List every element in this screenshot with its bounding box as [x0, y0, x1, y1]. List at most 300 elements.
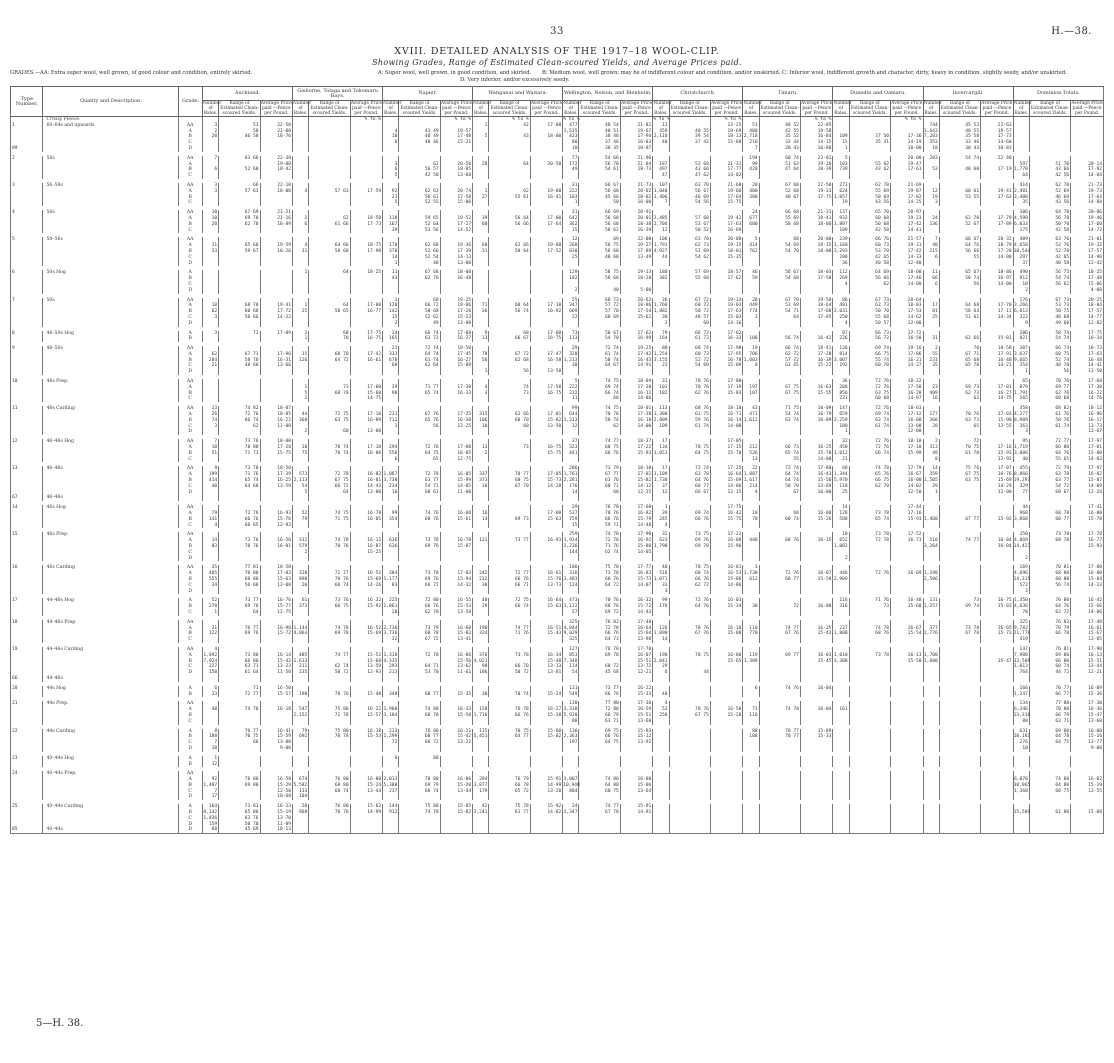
yield-range-cell: 66 79 [579, 713, 620, 719]
bales-cell: 6 [923, 255, 939, 261]
bales-cell: 10 [202, 445, 218, 451]
yield-range-cell: 74 75 [579, 379, 620, 385]
bales-cell: 54 [563, 670, 579, 676]
bales-cell: 636 [383, 544, 399, 550]
yield-range-cell: 73 78 [939, 626, 980, 632]
bales-cell: 4 [833, 321, 849, 327]
bales-cell: 12 [923, 189, 939, 195]
yield-range-cell: 56 66 [939, 249, 980, 255]
yield-range-cell: 52 74 [1029, 358, 1070, 364]
bales-cell: 80 [743, 729, 759, 735]
header-average-price: Average Price paid —Pence per Pound. [260, 101, 292, 116]
price-cell: 13·77 [1071, 740, 1104, 746]
yield-range-cell: 71 78 [309, 713, 350, 719]
yield-range-cell: 66 67 [579, 183, 620, 189]
bales-cell [383, 827, 399, 833]
yield-range-cell: 70 76 [669, 626, 710, 632]
yield-range-cell: 69 78 [669, 544, 710, 550]
bales-cell: 222 [563, 391, 579, 397]
price-cell: 15·92 [981, 517, 1014, 523]
bales-cell: 52 [653, 707, 669, 713]
yield-range-cell [399, 827, 440, 833]
bales-cell: 322 [1013, 315, 1029, 321]
price-cell: 19·57 [981, 129, 1014, 135]
bales-cell: 20 [202, 222, 218, 228]
bales-cell: 10 [473, 424, 489, 430]
price-cell: 17·61 [891, 167, 924, 173]
bales-cell: 1,051 [653, 450, 668, 456]
yield-range-cell: 56 75 [579, 243, 620, 249]
bales-cell: 190 [293, 692, 309, 698]
price-cell: 5·00 [620, 288, 653, 294]
bales-cell: 7 [743, 146, 759, 152]
bales-cell: 6 [202, 686, 218, 692]
grade-cell: D [179, 746, 203, 752]
bales-cell: 3,338 [563, 707, 578, 713]
price-cell: 17·92 [1071, 167, 1104, 173]
yield-range-cell: 30 35 [579, 146, 620, 152]
price-cell: 17·77 [710, 167, 742, 173]
price-cell: 16·78 [710, 358, 742, 364]
yield-range-cell: 62 [579, 424, 620, 430]
bales-cell: 4,063 [293, 631, 308, 637]
yield-range-cell: 71 75 [759, 406, 800, 412]
yield-range-cell: 56 [1029, 369, 1070, 375]
price-cell: 15·83 [710, 391, 742, 397]
price-cell: 17·10 [350, 445, 382, 451]
yield-range-cell: 73 76 [219, 439, 260, 445]
yield-range-cell: 70 77 [759, 734, 800, 740]
price-cell: 18·12 [1071, 406, 1104, 412]
price-cell: 16·33 [440, 391, 472, 397]
bales-cell: 2 [473, 451, 489, 457]
yield-range-cell: 54 71 [399, 484, 440, 490]
price-cell: 20·01 [620, 216, 653, 222]
yield-range-cell: 66 80 [219, 659, 260, 665]
type-number-cell: 20 [11, 686, 43, 692]
price-cell: 17·58 [891, 385, 924, 391]
price-cell: 14·05 [620, 550, 653, 556]
bales-cell: 3,293 [833, 248, 848, 254]
bales-cell: 30 [473, 583, 489, 589]
yield-range-cell: 72 76 [849, 385, 890, 391]
bales-cell: 631 [1013, 729, 1029, 735]
yield-range-cell: 63 74 [849, 418, 890, 424]
yield-range-cell: 40 49 [399, 134, 440, 140]
price-cell: 13·66 [260, 363, 293, 369]
yield-range-cell: 42 65 [1029, 255, 1070, 261]
price-cell: 17·54 [620, 309, 653, 315]
price-cell: 15·73 [620, 577, 653, 583]
price-cell: 18·00 [260, 189, 293, 195]
bales-cell: 1,109 [653, 472, 668, 478]
bales-cell: 17 [653, 439, 669, 445]
bales-cell: 37 [653, 484, 669, 490]
price-cell: 16·85 [440, 472, 472, 478]
price-cell: 14·00 [620, 424, 653, 430]
price-cell: 15·60 [350, 391, 382, 397]
yield-range-cell: 44 [669, 670, 710, 676]
price-cell: 17·63 [981, 195, 1014, 201]
price-cell: 17·36 [891, 134, 924, 140]
yield-range-cell: 60 [579, 490, 620, 496]
price-cell: 13·00 [350, 490, 382, 496]
bales-cell: 29 [563, 505, 579, 511]
yield-range-cell: 63 75 [309, 418, 350, 424]
price-cell: 17·38 [620, 412, 653, 418]
yield-range-cell: 63 78 [1029, 472, 1070, 478]
yield-range-cell: 35 58 [939, 134, 980, 140]
bales-cell: 10,181 [1013, 734, 1031, 740]
yield-range-cell: 66 72 [309, 484, 350, 490]
bales-cell: 128 [833, 511, 849, 517]
bales-cell: 286 [1013, 331, 1029, 337]
yield-range-cell: 63 66 [219, 156, 260, 162]
yield-range-cell: 62 70 [849, 484, 890, 490]
bales-cell: 19,293 [1013, 478, 1031, 484]
yield-range-cell: 60 68 [849, 216, 890, 222]
bales-cell: 110 [743, 626, 759, 632]
price-cell: 16·73 [891, 538, 924, 544]
yield-range-cell: 66 [219, 183, 260, 189]
bales-cell: 2,281 [563, 478, 578, 484]
grade-cell: C [179, 282, 203, 288]
bales-cell: 164 [653, 336, 669, 342]
price-cell: 16·50 [260, 686, 293, 692]
price-cell: 15·16 [1071, 734, 1104, 740]
yield-range-cell: 54 70 [759, 249, 800, 255]
bales-cell: 141 [202, 517, 218, 523]
bales-cell: 1,716 [473, 712, 488, 718]
quality-cell: 50–56s [43, 237, 179, 243]
bales-cell: 2 [923, 346, 939, 352]
bales-cell: 32 [563, 424, 579, 430]
bales-cell: 19 [743, 346, 759, 352]
bales-cell: 211 [293, 664, 309, 670]
bales-cell: 3,104 [383, 712, 398, 718]
yield-range-cell: 71 [219, 331, 260, 337]
yield-range-cell: 62 [939, 396, 980, 402]
bales-cell: 24 [563, 804, 579, 810]
yield-range-cell: 56 66 [489, 222, 530, 228]
yield-range-cell: 48 60 [579, 255, 620, 261]
yield-range-cell: 64 71 [399, 664, 440, 670]
bales-cell: 199 [202, 472, 218, 478]
price-cell: 19·69 [710, 129, 742, 135]
yield-range-cell: 66 74 [1029, 346, 1070, 352]
bales-cell: 1,882 [653, 309, 668, 315]
yield-range-cell: 45 66 [579, 195, 620, 201]
yield-range-cell: 71 76 [219, 472, 260, 478]
bales-cell: 4,277 [1014, 412, 1028, 418]
yield-range-cell: 70 78 [309, 734, 350, 740]
bales-cell: 612 [743, 577, 759, 583]
price-cell: 19·41 [981, 189, 1014, 195]
yield-range-cell: 66 74 [849, 451, 890, 457]
bales-cell: 2,401 [1014, 188, 1028, 194]
price-cell: 17·96 [260, 352, 293, 358]
price-cell: 21·00 [260, 129, 293, 135]
price-cell: 21·63 [981, 123, 1014, 129]
bales-cell: 136 [923, 222, 939, 228]
price-cell: 16·99 [620, 336, 653, 342]
yield-range-cell: 66 79 [1029, 713, 1070, 719]
bales-cell: 3 [202, 331, 218, 337]
price-cell: 17·75 [710, 505, 742, 511]
bales-cell: 222 [563, 189, 579, 195]
bales-cell: 107 [743, 391, 759, 397]
header-yield-range: Range of Estimated Clean-scoured Yields. [490, 101, 529, 116]
price-cell: 21·73 [1071, 183, 1104, 189]
bales-cell: 2,009 [653, 417, 668, 423]
yield-range-cell: 56 68 [579, 276, 620, 282]
bales-cell: 118 [383, 216, 399, 222]
bales-cell: 670 [383, 358, 399, 364]
price-cell: 15·02 [530, 734, 562, 740]
price-cell: 19·00 [530, 189, 562, 195]
bales-cell: 28 [923, 424, 939, 430]
yield-range-cell: 72 78 [849, 538, 890, 544]
price-cell: 15·42 [440, 734, 472, 740]
bales-cell: 86 [833, 298, 849, 304]
bales-cell: 2,909 [833, 576, 848, 582]
quality-cell: 46s Prep. [43, 532, 179, 538]
price-cell: 12·24 [1071, 490, 1104, 496]
price-cell: 15·09 [440, 363, 472, 369]
yield-range-cell: 69 74 [939, 604, 980, 610]
yield-range-cell: 60 72 [669, 303, 710, 309]
page-title: XVIII. DETAILED ANALYSIS OF THE 1917–18 WOOL-CLIP. [394, 46, 720, 57]
yield-range-cell: 62 68 [399, 243, 440, 249]
bales-cell: 276 [1013, 740, 1029, 746]
yield-range-cell: 54 69 [669, 363, 710, 369]
yield-range-cell: 70 [309, 336, 350, 342]
yield-range-cell: 57 70 [579, 309, 620, 315]
yield-range-cell: 69 77 [1029, 385, 1070, 391]
price-cell: 16·33 [440, 707, 472, 713]
yield-range-cell: 65 [399, 457, 440, 463]
header-district: Dominion Totals. [1013, 87, 1103, 101]
yield-range-cell: 50 66 [219, 315, 260, 321]
grade-cell: A [179, 538, 203, 544]
type-number-cell: 4 [11, 210, 43, 216]
bales-cell: 1 [833, 146, 849, 152]
yield-range-cell: 66 77 [1029, 692, 1070, 698]
yield-range-cell: 64 70 [1029, 210, 1070, 216]
bales-cell: 8,142 [203, 810, 218, 816]
price-cell: 15·20 [440, 783, 472, 789]
yield-range-cell: 70 79 [1029, 626, 1070, 632]
price-cell: 15·59 [260, 734, 293, 740]
yield-range-cell: 68 74 [309, 789, 350, 795]
price-cell: 15·50 [891, 659, 924, 665]
bales-cell: 21,778 [1013, 631, 1031, 637]
grade-cell: AA [179, 183, 203, 189]
bales-cell: 7 [653, 200, 669, 206]
price-cell: 14·52 [440, 228, 472, 234]
yield-range-cell: 68 75 [489, 478, 530, 484]
quality-cell: 50s Hog [43, 270, 179, 276]
bales-cell: 25 [833, 490, 849, 496]
bales-cell: 1,160 [833, 243, 848, 249]
yield-range-cell: 52 70 [1029, 249, 1070, 255]
yield-range-cell: 53 73 [1029, 303, 1070, 309]
price-cell: 16·53 [710, 571, 742, 577]
bales-cell: 3 [202, 424, 218, 430]
price-cell: 14·72 [1071, 228, 1104, 234]
bales-cell: 7,203 [923, 134, 938, 140]
table-body [11, 117, 1104, 834]
bales-cell: 40 [923, 243, 939, 249]
price-cell: 16·42 [710, 511, 742, 517]
bales-cell: 459 [653, 129, 669, 135]
bales-cell: 10 [1013, 746, 1029, 752]
yield-range-cell: 77 80 [1029, 701, 1070, 707]
price-cell: % to % [440, 117, 472, 123]
yield-range-cell: 73 79 [579, 466, 620, 472]
price-cell: 19·42 [710, 216, 742, 222]
price-cell: 11·50 [260, 670, 293, 676]
yield-range-cell: 72 77 [309, 571, 350, 577]
bales-cell: 680 [743, 222, 759, 228]
price-cell [350, 827, 382, 833]
bales-cell: 1,897 [833, 221, 848, 227]
bales-cell: 87 [833, 331, 849, 337]
bales-cell: 49 [923, 451, 939, 457]
yield-range-cell: 60 67 [1029, 490, 1070, 496]
yield-range-cell: 46 58 [219, 134, 260, 140]
price-cell: 20·08 [710, 237, 742, 243]
bales-cell: 5,970 [833, 478, 848, 484]
yield-range-cell: 64 76 [669, 604, 710, 610]
bales-cell: 10 [202, 746, 218, 752]
yield-range-cell: 61 77 [489, 810, 530, 816]
yield-range-cell: 70 80 [1029, 598, 1070, 604]
price-cell: 17·70 [620, 647, 653, 653]
bales-cell: 4 [293, 189, 309, 195]
bales-cell: 5 [383, 200, 399, 206]
price-cell: % to % [350, 117, 382, 123]
price-cell: 10·80 [800, 146, 832, 152]
price-cell: 18·25 [350, 270, 382, 276]
bales-cell: 2,013 [383, 777, 398, 783]
bales-cell: 250 [833, 315, 849, 321]
yield-range-cell: 50 75 [1029, 309, 1070, 315]
yield-range-cell: 67 75 [669, 713, 710, 719]
bales-cell: 320 [563, 352, 579, 358]
yield-range-cell: 66 76 [579, 451, 620, 457]
price-cell: 17·62 [710, 331, 742, 337]
price-cell: 15·64 [620, 631, 653, 637]
price-cell: 16·78 [440, 538, 472, 544]
price-cell: 17·97 [1071, 439, 1104, 445]
yield-range-cell: 56 [489, 369, 530, 375]
price-cell: 17·41 [1071, 505, 1104, 511]
price-cell: 17·00 [350, 303, 382, 309]
yield-range-cell: 62 73 [849, 303, 890, 309]
grade-cell: B [179, 249, 203, 255]
bales-cell: 33 [202, 692, 218, 698]
price-cell: 16·13 [1071, 653, 1104, 659]
yield-range-cell: 67 78 [579, 810, 620, 816]
yield-range-cell: 76 77 [219, 729, 260, 735]
yield-range-cell: 62 63 [399, 189, 440, 195]
header-number-of-bales: Number of Bales. [1013, 101, 1032, 116]
yield-range-cell: 52 64 [399, 222, 440, 228]
price-cell: 16·52 [350, 626, 382, 632]
bales-cell: 32 [833, 439, 849, 445]
bales-cell: 1,299 [383, 734, 398, 740]
bales-cell: 477 [563, 123, 579, 129]
price-cell [620, 827, 653, 833]
bales-cell: 10 [743, 511, 759, 517]
price-cell: 15·82 [620, 478, 653, 484]
price-cell: 13·55 [981, 424, 1014, 430]
price-cell: 17·80 [800, 466, 832, 472]
yield-range-cell: 60 74 [1029, 664, 1070, 670]
bales-cell: 3,007 [563, 777, 578, 783]
yield-range-cell: 68 78 [1029, 538, 1070, 544]
bales-cell: 1,087 [743, 472, 758, 478]
quality-cell: 60–64s and upwards [43, 123, 179, 129]
bales-cell: 36 [833, 379, 849, 385]
price-cell: 13·73 [1071, 424, 1104, 430]
price-cell: 13·68 [1071, 719, 1104, 725]
bales-cell: 473 [563, 598, 579, 604]
price-cell: 16·97 [981, 276, 1014, 282]
price-cell: 17·72 [260, 309, 293, 315]
yield-range-cell: 60 73 [849, 243, 890, 249]
price-cell: 16·80 [1071, 511, 1104, 517]
bales-cell: 2,736 [383, 625, 398, 631]
price-cell: 15·68 [350, 659, 382, 665]
yield-range-cell: 60 73 [579, 298, 620, 304]
yield-range-cell: 60 [489, 424, 530, 430]
yield-range-cell: 58 74 [939, 276, 980, 282]
price-cell: 17·16 [981, 445, 1014, 451]
price-cell: 12·93 [350, 670, 382, 676]
grade-cell: C [179, 315, 203, 321]
price-cell: 16·64 [620, 626, 653, 632]
price-cell: 15·25 [350, 550, 382, 556]
bales-cell: 1 [383, 298, 399, 304]
yield-range-cell: 73 78 [1029, 532, 1070, 538]
bales-cell: 77 [1013, 490, 1029, 496]
bales-cell: 15 [833, 140, 849, 146]
price-cell: 16·05 [440, 451, 472, 457]
bales-cell: 890 [293, 577, 309, 583]
price-cell: 15·69 [350, 577, 382, 583]
bales-cell: 30 [473, 692, 489, 698]
bales-cell: 1,791 [1014, 390, 1028, 396]
price-cell: 19·15 [710, 243, 742, 249]
price-cell: 14·84 [1071, 173, 1104, 179]
bales-cell: 29 [923, 484, 939, 490]
price-cell: 18·05 [260, 412, 293, 418]
header-grade: Grade. [179, 87, 203, 117]
yield-range-cell: 61 74 [399, 358, 440, 364]
yield-range-cell: 60 61 [939, 189, 980, 195]
table-row [11, 827, 1104, 833]
yield-range-cell: 72 74 [669, 466, 710, 472]
bales-cell: 80 [653, 346, 669, 352]
yield-range-cell: 70 76 [939, 412, 980, 418]
yield-range-cell: 50 70 [219, 822, 260, 828]
yield-range-cell: 68 80 [1029, 571, 1070, 577]
bales-cell: 176 [563, 484, 579, 490]
bales-cell: 348 [383, 692, 399, 698]
price-cell: 17·44 [891, 505, 924, 511]
